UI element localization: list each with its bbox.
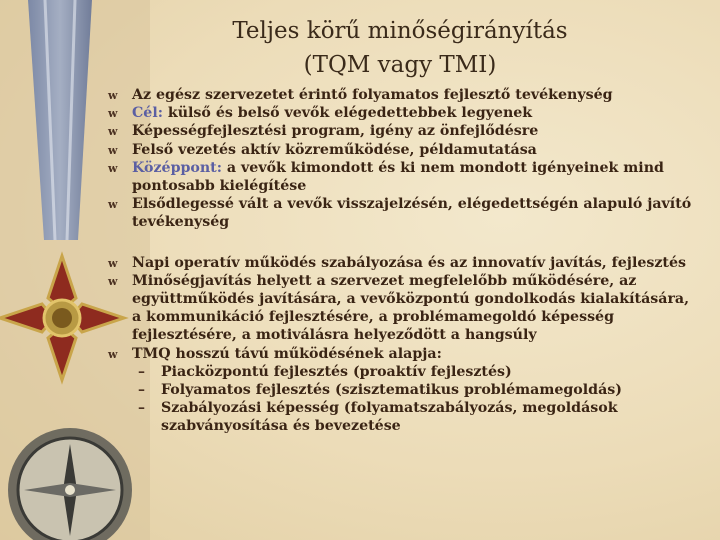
bullet-icon: w	[108, 143, 118, 157]
bullet-list-1	[108, 86, 700, 232]
list-item: w Képességfejlesztési program, igény az önfejlődésre	[108, 122, 700, 140]
list-item: w Cél: külső és belső vevők elégedettebbek legyenek	[108, 104, 700, 122]
list-item: w Felső vezetés aktív közreműködése, példamutatása	[108, 141, 700, 159]
sub-list-item: – Piacközpontú fejlesztés (proaktív fejlesztés)	[138, 363, 512, 380]
spacer	[108, 232, 700, 254]
dash-icon: –	[138, 400, 145, 417]
list-item: w Az egész szervezetet érintő folyamatos fejlesztő tevékenység	[108, 86, 700, 104]
slide-content	[108, 86, 700, 436]
title-line-1: Teljes körű minőségirányítás	[232, 18, 568, 44]
list-item: w Középpont: a vevők kimondott és ki nem mondott igényeinek mind pontosabb kielégítése	[108, 159, 664, 195]
dash-icon: –	[138, 382, 145, 399]
list-item: w Elsődlegessé vált a vevők visszajelzésén, elégedettségén alapuló javító tevékenység	[108, 196, 692, 231]
bullet-list-2	[108, 254, 700, 363]
bullet-icon: w	[108, 256, 118, 270]
bullet-icon: w	[108, 198, 118, 212]
bullet-icon: w	[108, 89, 118, 102]
list-item: w TMQ hosszú távú működésének alapja:	[108, 345, 700, 363]
title-line-2: (TQM vagy TMI)	[303, 52, 497, 78]
slide-title	[150, 14, 650, 82]
item-prefix: Középpont:	[132, 159, 222, 176]
bullet-icon: w	[108, 125, 118, 139]
bullet-icon: w	[108, 107, 118, 121]
dash-icon: –	[138, 363, 145, 380]
sub-list-item: – Folyamatos fejlesztés (szisztematikus problémamegoldás)	[138, 382, 622, 399]
sub-list	[108, 363, 700, 436]
list-item: w Minőségjavítás helyett a szervezet megfelelőbb működésére, az együttműködés javítására, a vevőközpontú gondolkodás kialakítására, a kommunikáció fejlesztésére, a problémamegoldó képesség fejlesztésére, a motiválásra helyeződött a hangsúly	[108, 272, 690, 344]
item-prefix: Cél:	[132, 105, 163, 122]
sub-list-item: – Szabályozási képesség (folyamatszabályozás, megoldások szabványosítása és bevezetése	[138, 400, 618, 435]
bullet-icon: w	[108, 347, 118, 361]
bullet-icon: w	[108, 161, 118, 175]
list-item: w Napi operatív működés szabályozása és az innovatív javítás, fejlesztés	[108, 254, 700, 272]
bullet-icon: w	[108, 274, 118, 288]
